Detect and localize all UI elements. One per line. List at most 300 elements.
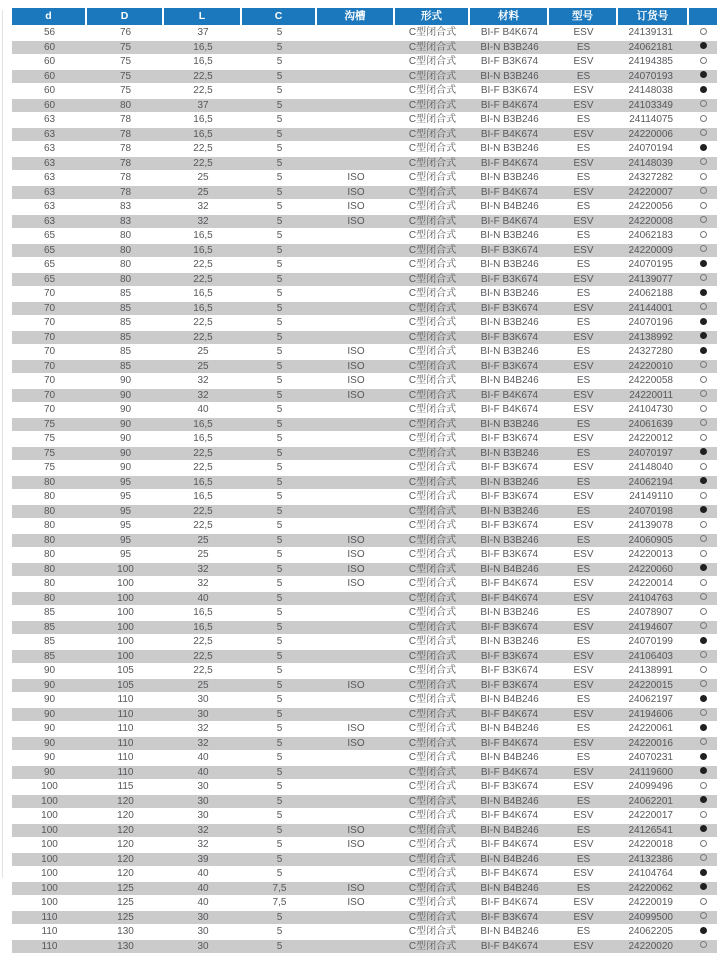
cell-order-number: 24070231 [618, 750, 689, 765]
cell-d: 110 [12, 939, 87, 954]
cell-groove [317, 939, 395, 954]
cell-order-number: 24062197 [618, 692, 689, 707]
cell-C: 5 [242, 852, 317, 867]
cell-form: C型闭合式 [395, 286, 470, 301]
cell-C: 5 [242, 460, 317, 475]
cell-model: ES [549, 750, 618, 765]
cell-C: 5 [242, 750, 317, 765]
cell-order-number: 24070197 [618, 446, 689, 461]
cell-material: BI-N B4B246 [470, 881, 549, 896]
cell-material: BI-F B3K674 [470, 272, 549, 287]
cell-L: 25 [164, 547, 242, 562]
table-row [12, 562, 717, 577]
cell-order-number: 24062194 [618, 475, 689, 490]
cell-model: ESV [549, 214, 618, 229]
table-body [12, 25, 717, 953]
cell-L: 30 [164, 939, 242, 954]
cell-L: 32 [164, 823, 242, 838]
cell-C: 5 [242, 939, 317, 954]
cell-model: ESV [549, 243, 618, 258]
availability-cell [689, 504, 717, 519]
cell-d: 80 [12, 576, 87, 591]
availability-cell [689, 823, 717, 838]
cell-model: ES [549, 315, 618, 330]
cell-material: BI-F B4K674 [470, 127, 549, 142]
cell-D: 90 [87, 446, 164, 461]
cell-d: 75 [12, 446, 87, 461]
cell-form: C型闭合式 [395, 634, 470, 649]
availability-cell [689, 634, 717, 649]
availability-cell [689, 25, 717, 40]
cell-d: 60 [12, 98, 87, 113]
cell-model: ES [549, 40, 618, 55]
cell-L: 30 [164, 910, 242, 925]
cell-D: 120 [87, 794, 164, 809]
filled-dot-icon [700, 71, 707, 78]
cell-material: BI-F B3K674 [470, 489, 549, 504]
cell-L: 22,5 [164, 663, 242, 678]
cell-form: C型闭合式 [395, 83, 470, 98]
cell-material: BI-N B3B246 [470, 40, 549, 55]
cell-d: 65 [12, 243, 87, 258]
cell-model: ESV [549, 707, 618, 722]
cell-form: C型闭合式 [395, 605, 470, 620]
cell-D: 78 [87, 141, 164, 156]
cell-material: BI-F B4K674 [470, 25, 549, 40]
cell-model: ES [549, 533, 618, 548]
cell-order-number: 24327282 [618, 170, 689, 185]
table-row [12, 692, 717, 707]
cell-d: 70 [12, 388, 87, 403]
cell-groove [317, 692, 395, 707]
cell-material: BI-F B4K674 [470, 156, 549, 171]
cell-material: BI-F B4K674 [470, 765, 549, 780]
cell-C: 5 [242, 185, 317, 200]
availability-cell [689, 141, 717, 156]
cell-d: 100 [12, 866, 87, 881]
cell-d: 65 [12, 228, 87, 243]
cell-D: 125 [87, 881, 164, 896]
cell-D: 105 [87, 663, 164, 678]
cell-order-number: 24062205 [618, 924, 689, 939]
cell-L: 40 [164, 895, 242, 910]
cell-model: ES [549, 286, 618, 301]
cell-order-number: 24126541 [618, 823, 689, 838]
cell-form: C型闭合式 [395, 837, 470, 852]
table-row [12, 40, 717, 55]
cell-L: 25 [164, 678, 242, 693]
cell-material: BI-F B4K674 [470, 707, 549, 722]
cell-groove: ISO [317, 533, 395, 548]
cell-D: 90 [87, 388, 164, 403]
cell-model: ESV [549, 301, 618, 316]
cell-model: ES [549, 344, 618, 359]
availability-cell [689, 939, 717, 954]
cell-d: 75 [12, 460, 87, 475]
cell-order-number: 24062188 [618, 286, 689, 301]
cell-D: 95 [87, 547, 164, 562]
cell-d: 70 [12, 344, 87, 359]
cell-material: BI-N B3B246 [470, 69, 549, 84]
cell-C: 5 [242, 765, 317, 780]
table-row [12, 141, 717, 156]
availability-cell [689, 243, 717, 258]
table-row [12, 112, 717, 127]
cell-model: ES [549, 257, 618, 272]
cell-groove [317, 504, 395, 519]
table-header-row [12, 8, 717, 25]
open-dot-icon [700, 608, 707, 615]
filled-dot-icon [700, 86, 707, 93]
cell-order-number: 24070194 [618, 141, 689, 156]
cell-C: 5 [242, 431, 317, 446]
cell-model: ESV [549, 402, 618, 417]
cell-order-number: 24220011 [618, 388, 689, 403]
cell-order-number: 24220006 [618, 127, 689, 142]
open-dot-icon [700, 651, 707, 658]
cell-form: C型闭合式 [395, 489, 470, 504]
cell-material: BI-N B4B246 [470, 852, 549, 867]
cell-model: ESV [549, 866, 618, 881]
cell-model: ESV [549, 460, 618, 475]
cell-form: C型闭合式 [395, 417, 470, 432]
open-dot-icon [700, 593, 707, 600]
cell-form: C型闭合式 [395, 460, 470, 475]
cell-material: BI-N B3B246 [470, 417, 549, 432]
cell-D: 75 [87, 40, 164, 55]
cell-L: 22,5 [164, 634, 242, 649]
availability-cell [689, 199, 717, 214]
cell-order-number: 24119600 [618, 765, 689, 780]
cell-material: BI-F B4K674 [470, 98, 549, 113]
filled-dot-icon [700, 144, 707, 151]
cell-material: BI-F B3K674 [470, 301, 549, 316]
cell-D: 110 [87, 692, 164, 707]
cell-groove: ISO [317, 199, 395, 214]
cell-model: ESV [549, 591, 618, 606]
cell-C: 5 [242, 823, 317, 838]
cell-form: C型闭合式 [395, 388, 470, 403]
table-row [12, 373, 717, 388]
cell-C: 5 [242, 156, 317, 171]
page-edge-line [2, 10, 3, 878]
cell-d: 100 [12, 852, 87, 867]
cell-D: 115 [87, 779, 164, 794]
cell-L: 39 [164, 852, 242, 867]
cell-groove [317, 127, 395, 142]
cell-model: ESV [549, 620, 618, 635]
table-row [12, 605, 717, 620]
cell-model: ES [549, 605, 618, 620]
cell-form: C型闭合式 [395, 547, 470, 562]
cell-model: ES [549, 475, 618, 490]
cell-order-number: 24070195 [618, 257, 689, 272]
filled-dot-icon [700, 869, 707, 876]
cell-D: 95 [87, 533, 164, 548]
cell-D: 80 [87, 98, 164, 113]
cell-C: 5 [242, 475, 317, 490]
cell-form: C型闭合式 [395, 692, 470, 707]
cell-form: C型闭合式 [395, 315, 470, 330]
cell-L: 22,5 [164, 315, 242, 330]
table-row [12, 547, 717, 562]
cell-C: 5 [242, 866, 317, 881]
open-dot-icon [700, 854, 707, 861]
cell-L: 32 [164, 721, 242, 736]
filled-dot-icon [700, 42, 707, 49]
cell-material: BI-N B4B246 [470, 794, 549, 809]
cell-C: 5 [242, 533, 317, 548]
availability-cell [689, 866, 717, 881]
cell-material: BI-F B3K674 [470, 547, 549, 562]
table-row [12, 736, 717, 751]
cell-d: 63 [12, 156, 87, 171]
cell-model: ESV [549, 185, 618, 200]
cell-form: C型闭合式 [395, 330, 470, 345]
cell-C: 5 [242, 649, 317, 664]
table-row [12, 170, 717, 185]
availability-cell [689, 359, 717, 374]
filled-dot-icon [700, 448, 707, 455]
cell-C: 5 [242, 707, 317, 722]
table-row [12, 852, 717, 867]
cell-D: 90 [87, 417, 164, 432]
cell-groove: ISO [317, 837, 395, 852]
cell-material: BI-N B3B246 [470, 170, 549, 185]
cell-material: BI-N B3B246 [470, 605, 549, 620]
cell-d: 80 [12, 533, 87, 548]
cell-C: 5 [242, 228, 317, 243]
availability-cell [689, 475, 717, 490]
cell-d: 80 [12, 562, 87, 577]
cell-order-number: 24220016 [618, 736, 689, 751]
cell-d: 65 [12, 272, 87, 287]
cell-groove [317, 112, 395, 127]
open-dot-icon [700, 463, 707, 470]
cell-order-number: 24194606 [618, 707, 689, 722]
cell-form: C型闭合式 [395, 344, 470, 359]
cell-material: BI-N B3B246 [470, 634, 549, 649]
availability-cell [689, 533, 717, 548]
table-row [12, 257, 717, 272]
cell-order-number: 24220058 [618, 373, 689, 388]
cell-material: BI-N B4B246 [470, 199, 549, 214]
cell-material: BI-F B3K674 [470, 518, 549, 533]
column-header-L: L [164, 8, 242, 25]
filled-dot-icon [700, 318, 707, 325]
cell-groove: ISO [317, 214, 395, 229]
cell-C: 5 [242, 69, 317, 84]
cell-groove [317, 663, 395, 678]
cell-material: BI-N B3B246 [470, 141, 549, 156]
open-dot-icon [700, 274, 707, 281]
cell-D: 125 [87, 910, 164, 925]
filled-dot-icon [700, 477, 707, 484]
cell-C: 5 [242, 547, 317, 562]
cell-material: BI-F B3K674 [470, 620, 549, 635]
table-row [12, 402, 717, 417]
cell-d: 100 [12, 823, 87, 838]
cell-d: 65 [12, 257, 87, 272]
cell-groove [317, 69, 395, 84]
cell-model: ES [549, 112, 618, 127]
open-dot-icon [700, 811, 707, 818]
table-row [12, 794, 717, 809]
availability-cell [689, 373, 717, 388]
availability-cell [689, 692, 717, 707]
table-row [12, 301, 717, 316]
cell-model: ESV [549, 910, 618, 925]
cell-groove [317, 489, 395, 504]
cell-groove [317, 518, 395, 533]
cell-C: 5 [242, 286, 317, 301]
cell-material: BI-F B3K674 [470, 460, 549, 475]
open-dot-icon [700, 550, 707, 557]
cell-model: ESV [549, 54, 618, 69]
cell-form: C型闭合式 [395, 272, 470, 287]
cell-C: 5 [242, 373, 317, 388]
cell-model: ESV [549, 388, 618, 403]
table-row [12, 83, 717, 98]
cell-model: ES [549, 417, 618, 432]
cell-d: 90 [12, 678, 87, 693]
open-dot-icon [700, 782, 707, 789]
cell-material: BI-F B4K674 [470, 895, 549, 910]
cell-L: 25 [164, 344, 242, 359]
cell-order-number: 24220007 [618, 185, 689, 200]
cell-C: 5 [242, 54, 317, 69]
cell-model: ESV [549, 837, 618, 852]
cell-C: 5 [242, 736, 317, 751]
cell-model: ESV [549, 895, 618, 910]
cell-form: C型闭合式 [395, 185, 470, 200]
availability-cell [689, 562, 717, 577]
cell-L: 16,5 [164, 489, 242, 504]
cell-model: ES [549, 199, 618, 214]
cell-model: ES [549, 141, 618, 156]
cell-L: 32 [164, 736, 242, 751]
cell-L: 30 [164, 692, 242, 707]
cell-form: C型闭合式 [395, 475, 470, 490]
availability-cell [689, 272, 717, 287]
cell-d: 85 [12, 605, 87, 620]
open-dot-icon [700, 941, 707, 948]
table-row [12, 156, 717, 171]
cell-D: 120 [87, 808, 164, 823]
cell-D: 90 [87, 373, 164, 388]
table-row [12, 431, 717, 446]
cell-form: C型闭合式 [395, 794, 470, 809]
table-row [12, 837, 717, 852]
cell-material: BI-N B4B246 [470, 692, 549, 707]
open-dot-icon [700, 216, 707, 223]
cell-form: C型闭合式 [395, 156, 470, 171]
table-row [12, 910, 717, 925]
availability-cell [689, 547, 717, 562]
cell-L: 30 [164, 794, 242, 809]
cell-L: 32 [164, 576, 242, 591]
cell-D: 110 [87, 736, 164, 751]
table-row [12, 127, 717, 142]
cell-L: 40 [164, 765, 242, 780]
cell-C: 5 [242, 40, 317, 55]
cell-order-number: 24099500 [618, 910, 689, 925]
cell-form: C型闭合式 [395, 910, 470, 925]
cell-material: BI-F B4K674 [470, 808, 549, 823]
availability-cell [689, 837, 717, 852]
filled-dot-icon [700, 260, 707, 267]
cell-d: 85 [12, 634, 87, 649]
availability-cell [689, 431, 717, 446]
open-dot-icon [700, 738, 707, 745]
cell-C: 5 [242, 272, 317, 287]
table-row [12, 823, 717, 838]
cell-d: 90 [12, 765, 87, 780]
open-dot-icon [700, 115, 707, 122]
cell-model: ES [549, 924, 618, 939]
cell-D: 78 [87, 127, 164, 142]
cell-material: BI-N B4B246 [470, 721, 549, 736]
cell-D: 83 [87, 214, 164, 229]
cell-material: BI-N B3B246 [470, 315, 549, 330]
cell-material: BI-N B3B246 [470, 286, 549, 301]
cell-form: C型闭合式 [395, 533, 470, 548]
cell-d: 90 [12, 750, 87, 765]
cell-model: ES [549, 69, 618, 84]
cell-groove [317, 446, 395, 461]
availability-cell [689, 736, 717, 751]
cell-model: ESV [549, 272, 618, 287]
open-dot-icon [700, 303, 707, 310]
cell-L: 22,5 [164, 518, 242, 533]
table-row [12, 25, 717, 40]
availability-cell [689, 460, 717, 475]
table-row [12, 330, 717, 345]
cell-L: 16,5 [164, 127, 242, 142]
cell-C: 5 [242, 634, 317, 649]
filled-dot-icon [700, 724, 707, 731]
cell-d: 80 [12, 591, 87, 606]
cell-order-number: 24070198 [618, 504, 689, 519]
filled-dot-icon [700, 927, 707, 934]
cell-L: 40 [164, 866, 242, 881]
cell-order-number: 24220009 [618, 243, 689, 258]
cell-model: ESV [549, 156, 618, 171]
cell-order-number: 24139131 [618, 25, 689, 40]
filled-dot-icon [700, 825, 707, 832]
availability-cell [689, 112, 717, 127]
cell-groove: ISO [317, 562, 395, 577]
cell-model: ES [549, 634, 618, 649]
cell-groove [317, 866, 395, 881]
cell-form: C型闭合式 [395, 823, 470, 838]
cell-C: 5 [242, 605, 317, 620]
cell-order-number: 24220008 [618, 214, 689, 229]
cell-order-number: 24220061 [618, 721, 689, 736]
cell-D: 100 [87, 591, 164, 606]
availability-cell [689, 779, 717, 794]
cell-d: 100 [12, 837, 87, 852]
cell-D: 85 [87, 344, 164, 359]
cell-D: 130 [87, 924, 164, 939]
cell-d: 110 [12, 924, 87, 939]
cell-material: BI-F B4K674 [470, 402, 549, 417]
availability-cell [689, 257, 717, 272]
cell-model: ESV [549, 518, 618, 533]
table-row [12, 533, 717, 548]
cell-form: C型闭合式 [395, 750, 470, 765]
cell-form: C型闭合式 [395, 170, 470, 185]
